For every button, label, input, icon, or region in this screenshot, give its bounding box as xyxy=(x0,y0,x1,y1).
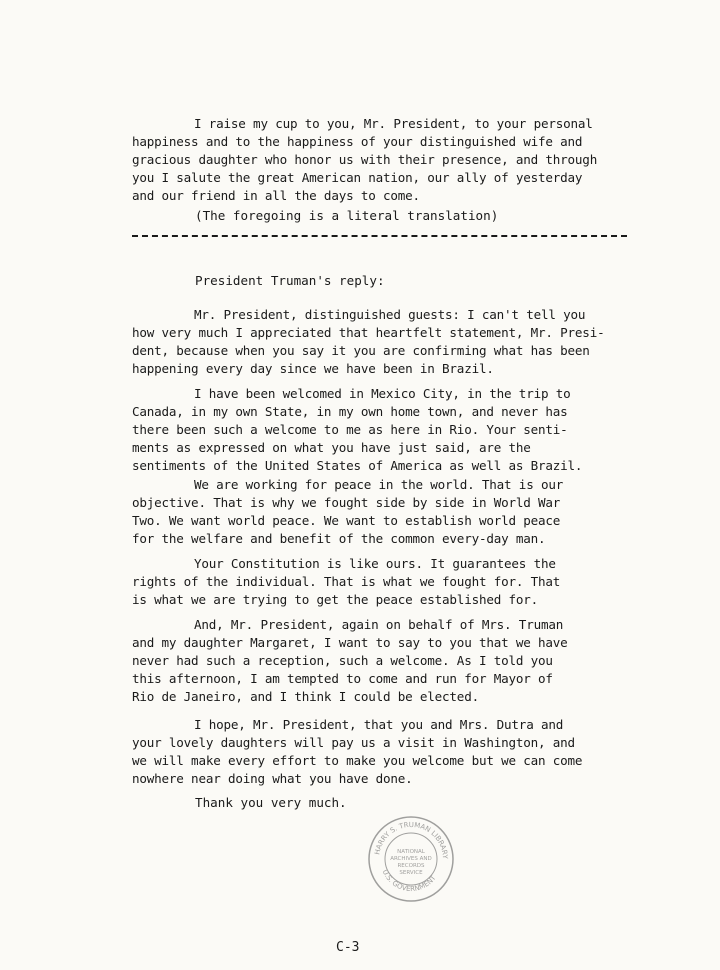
svg-text:ARCHIVES AND: ARCHIVES AND xyxy=(390,856,432,862)
svg-text:NATIONAL: NATIONAL xyxy=(397,849,425,855)
reply-heading: President Truman's reply: xyxy=(195,273,385,288)
opening-toast-paragraph: I raise my cup to you, Mr. President, to your personal happiness and to the happiness of your distinguished wife and gracious daughter who honor us with their presence, and through you I salute the great American nation, our ally of yesterday and our friend in all the days to come. xyxy=(132,116,598,203)
reply-paragraph-6: I hope, Mr. President, that you and Mrs. Dutra and your lovely daughters will pay us a visit in Washington, and we will make every effort to make you welcome but we can come nowhere near doing what you have done. xyxy=(132,717,583,786)
closing-line: Thank you very much. xyxy=(195,795,347,810)
library-seal-stamp xyxy=(367,815,455,903)
svg-text:HARRY S. TRUMAN LIBRARY: HARRY S. TRUMAN LIBRARY xyxy=(373,820,450,860)
page-number: C-3 xyxy=(336,940,360,955)
translation-note: (The foregoing is a literal translation) xyxy=(195,208,499,223)
reply-paragraph-5: And, Mr. President, again on behalf of Mrs. Truman and my daughter Margaret, I want to say to you that we have never had such a reception, such a welcome. As I told you this afternoon, I am tempted to come and run for Mayor of Rio de Janeiro, and I think I could be elected. xyxy=(132,617,568,704)
svg-text:RECORDS: RECORDS xyxy=(397,863,425,869)
reply-paragraph-1: Mr. President, distinguished guests: I can't tell you how very much I appreciated that heartfelt statement, Mr. Presi- dent, because when you say it you are confirming what has been happening every day since we have been in Brazil. xyxy=(132,307,605,376)
reply-paragraph-2: I have been welcomed in Mexico City, in the trip to Canada, in my own State, in my own home town, and never has there been such a welcome to me as here in Rio. Your senti- ments as expressed on what you have just said, are the sentiments of the United States of America as well as Brazil. xyxy=(132,386,583,473)
svg-text:U.S. GOVERNMENT: U.S. GOVERNMENT xyxy=(380,868,438,894)
reply-paragraph-3: We are working for peace in the world. That is our objective. That is why we fought side by side in World War Two. We want world peace. We want to establish world peace for the welfare and benefit of the common every-day man. xyxy=(132,477,564,546)
dashed-divider xyxy=(132,235,627,237)
svg-text:SERVICE: SERVICE xyxy=(399,870,423,876)
reply-paragraph-4: Your Constitution is like ours. It guarantees the rights of the individual. That is what we fought for. That is what we are trying to get the peace established for. xyxy=(132,556,561,607)
